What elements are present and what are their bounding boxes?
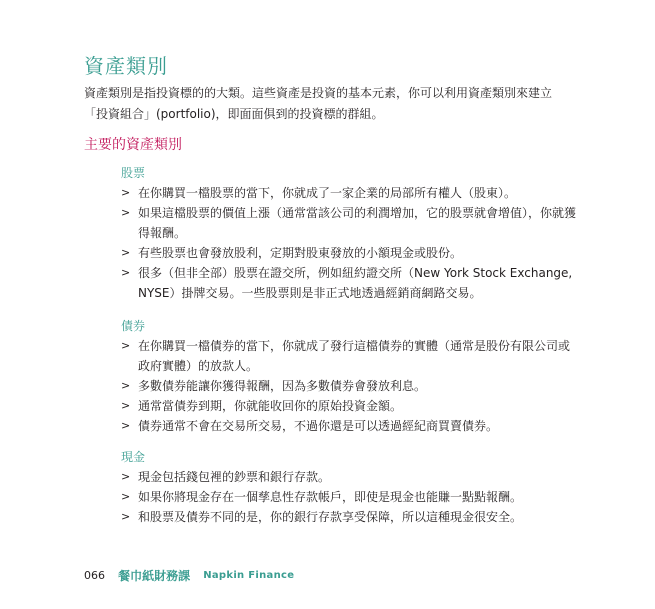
intro-paragraph: 資產類別是指投資標的的大類。這些資產是投資的基本元素，你可以利用資產類別來建立「投資組合」(portfolio)，即面面俱到的投資標的群組。	[84, 86, 553, 121]
section-heading: 債券	[121, 319, 146, 333]
list-item: > 在你購買一檔債券的當下，你就成了發行這檔債券的實體（通常是股份有限公司或政府實體）的放款人。	[121, 336, 578, 376]
list-item: > 如果這檔股票的價值上漲（通常當該公司的利潤增加，它的股票就會增值），你就獲得報酬。	[121, 203, 578, 243]
book-title-cn: 餐巾紙財務課	[118, 569, 191, 583]
chevron-right-icon: >	[121, 419, 131, 432]
bullet-list	[121, 336, 578, 436]
chevron-right-icon: >	[121, 339, 131, 352]
chevron-right-icon: >	[121, 510, 131, 523]
list-item: > 多數債券能讓你獲得報酬，因為多數債券會發放利息。	[121, 376, 578, 396]
chevron-right-icon: >	[121, 490, 131, 503]
list-item: > 債券通常不會在交易所交易，不過你還是可以透過經紀商買賣債券。	[121, 416, 578, 436]
list-item: > 如果你將現金存在一個孳息性存款帳戶，即使是現金也能賺一點點報酬。	[121, 487, 578, 507]
section-heading: 股票	[121, 166, 146, 180]
bullet-list	[121, 183, 578, 303]
page-number: 066	[84, 569, 105, 582]
page-footer	[84, 565, 294, 585]
chevron-right-icon: >	[121, 379, 131, 392]
bullet-list	[121, 467, 578, 527]
list-item: > 很多（但非全部）股票在證交所，例如紐約證交所（New York Stock Exchange, NYSE）掛牌交易。一些股票則是非正式地透過經銷商網路交易。	[121, 263, 578, 303]
chevron-right-icon: >	[121, 266, 131, 279]
book-title-en: Napkin Finance	[203, 570, 295, 581]
page-title: 資產類別	[84, 54, 168, 78]
section-subtitle: 主要的資產類別	[84, 137, 182, 153]
chevron-right-icon: >	[121, 246, 131, 259]
section-cash	[121, 447, 578, 527]
section-bonds	[121, 316, 578, 436]
list-item: > 現金包括錢包裡的鈔票和銀行存款。	[121, 467, 578, 487]
chevron-right-icon: >	[121, 470, 131, 483]
list-item: > 有些股票也會發放股利，定期對股東發放的小額現金或股份。	[121, 243, 578, 263]
chevron-right-icon: >	[121, 399, 131, 412]
section-heading: 現金	[121, 450, 146, 464]
list-item: > 和股票及債券不同的是，你的銀行存款享受保障，所以這種現金很安全。	[121, 507, 578, 527]
section-stocks	[121, 163, 578, 303]
chevron-right-icon: >	[121, 206, 131, 219]
chevron-right-icon: >	[121, 186, 131, 199]
list-item: > 在你購買一檔股票的當下，你就成了一家企業的局部所有權人（股東）。	[121, 183, 578, 203]
list-item: > 通常當債券到期，你就能收回你的原始投資金額。	[121, 396, 578, 416]
